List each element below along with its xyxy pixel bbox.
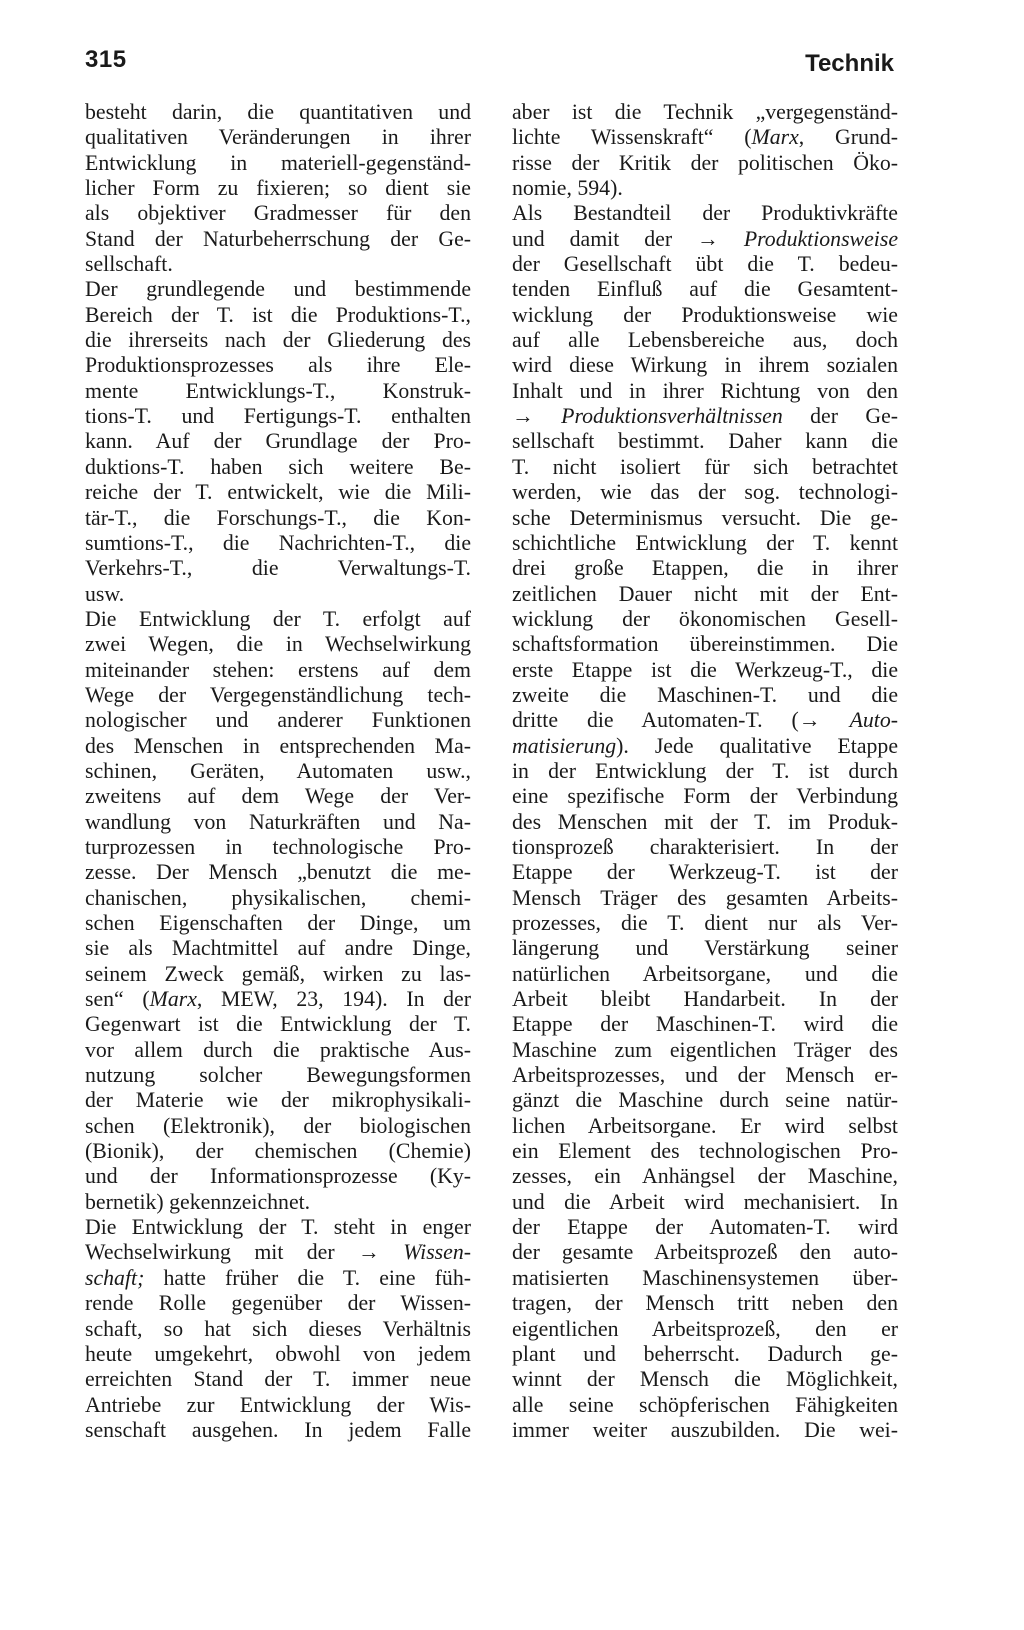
text-line: Als Bestandteil der Produktivkräfte [512,201,898,226]
text-line: mente Entwicklungs-T., Konstruk- [85,378,471,403]
text-line: bernetik) gekennzeichnet. [85,1189,311,1214]
text-line: lichte Wissenskraft“ (Marx, Grund- [512,125,898,150]
text-line: der Gesellschaft übt die T. bedeu- [512,252,898,277]
text-line: licher Form zu fixieren; so dient sie [85,176,471,201]
text-line: der Etappe der Automaten-T. wird [512,1215,898,1240]
text-line: lichen Arbeitsorgane. Er wird selbst [512,1113,898,1138]
text-line: zweitens auf dem Wege der Ver- [85,784,471,809]
text-line: zwei Wegen, die in Wechselwirkung [85,632,471,657]
text-line: risse der Kritik der politischen Öko- [512,150,898,175]
text-line: Verkehrs-T., die Verwaltungs-T. [85,556,471,581]
text-line: chanischen, physikalischen, chemi- [85,885,471,910]
text-line: Arbeit bleibt Handarbeit. In der [512,987,898,1012]
text-line: tär-T., die Forschungs-T., die Kon- [85,505,471,530]
text-line: sellschaft. [85,252,173,277]
text-line: sen“ (Marx, MEW, 23, 194). In der [85,987,471,1012]
text-line: dritte die Automaten-T. (→ Auto- [512,708,898,733]
text-line: werden, wie das der sog. technologi- [512,480,898,505]
text-line: und der Informationsprozesse (Ky- [85,1164,471,1189]
text-line: schichtliche Entwicklung der T. kennt [512,530,898,555]
text-line: ein Element des technologischen Pro- [512,1139,898,1164]
text-line: Etappe der Werkzeug-T. ist der [512,860,898,885]
text-line: zesse. Der Mensch „benutzt die me- [85,860,471,885]
text-line: qualitativen Veränderungen in ihrer [85,125,471,150]
text-line: Maschine zum eigentlichen Träger des [512,1037,898,1062]
text-line: als objektiver Gradmesser für den [85,201,471,226]
text-line: schen Eigenschaften der Dinge, um [85,911,471,935]
text-line: erreichten Stand der T. immer neue [85,1367,471,1392]
text-line: zeitlichen Dauer nicht mit der Ent- [512,581,898,606]
text-line: immer weiter auszubilden. Die wei- [512,1417,898,1442]
text-line: nologischer und anderer Funktionen [85,708,471,733]
text-line: sumtions-T., die Nachrichten-T., die [85,530,471,555]
text-line: in der Entwicklung der T. ist durch [512,758,898,783]
text-line: erste Etappe ist die Werkzeug-T., die [512,657,898,682]
text-line: sellschaft bestimmt. Daher kann die [512,429,898,454]
text-line: rende Rolle gegenüber der Wissen- [85,1291,471,1316]
text-line: zesses, ein Anhängsel der Maschine, [512,1164,898,1189]
text-line: Entwicklung in materiell-gegenständ- [85,150,471,175]
text-line: sie als Machtmittel auf andre Dinge, [85,936,471,961]
text-line: längerung und Verstärkung seiner [512,936,898,961]
text-line: winnt der Mensch die Möglichkeit, [512,1367,898,1392]
text-line: der gesamte Arbeitsprozeß den auto- [512,1240,898,1265]
text-line: heute umgekehrt, obwohl von jedem [85,1341,471,1366]
text-line: und damit der → Produktionsweise [512,226,898,251]
text-line: Gegenwart ist die Entwicklung der T. [85,1012,471,1037]
text-line: Bereich der T. ist die Produktions-T., [85,302,471,327]
text-line: eigentlichen Arbeitsprozeß, den er [512,1316,898,1341]
text-line: sche Determinismus versucht. Die ge- [512,505,898,530]
text-line: Mensch Träger des gesamten Arbeits- [512,885,898,910]
text-line: usw. [85,581,125,606]
text-line: Arbeitsprozesses, und der Mensch er- [512,1063,898,1088]
text-line: prozesses, die T. dient nur als Ver- [512,911,898,935]
page-number: 315 [85,46,127,73]
text-line: Inhalt und in ihrer Richtung von den [512,378,898,403]
text-line: (Bionik), der chemischen (Chemie) [85,1139,471,1164]
text-line: Wechselwirkung mit der → Wissen- [85,1240,471,1265]
text-line: wird diese Wirkung in ihrem sozialen [512,353,898,378]
text-line: besteht darin, die quantitativen und [85,100,471,124]
left-text-column [85,100,471,1443]
text-line: schaft; hatte früher die T. eine füh- [85,1265,471,1290]
text-line: und die Arbeit wird mechanisiert. In [512,1189,898,1214]
text-line: seinem Zweck gemäß, wirken zu las- [85,961,471,986]
text-line: Etappe der Maschinen-T. wird die [512,1012,898,1037]
right-text-column [512,100,898,1443]
text-line: Stand der Naturbeherrschung der Ge- [85,226,471,251]
text-line: T. nicht isoliert für sich betrachtet [512,454,898,479]
text-line: auf alle Lebensbereiche aus, doch [512,328,898,353]
text-line: schen (Elektronik), der biologischen [85,1113,471,1138]
text-line: eine spezifische Form der Verbindung [512,784,898,809]
text-line: senschaft ausgehen. In jedem Falle [85,1417,471,1442]
text-line: reiche der T. entwickelt, wie die Mili- [85,480,471,505]
text-line: wicklung der ökonomischen Gesell- [512,606,898,631]
text-line: alle seine schöpferischen Fähigkeiten [512,1392,898,1417]
text-line: nutzung solcher Bewegungsformen [85,1063,471,1088]
text-line: schinen, Geräten, Automaten usw., [85,758,471,783]
text-line: kann. Auf der Grundlage der Pro- [85,429,471,454]
text-line: des Menschen mit der T. im Produk- [512,809,898,834]
text-line: Der grundlegende und bestimmende [85,277,471,302]
text-line: → Produktionsverhältnissen der Ge- [512,404,898,429]
text-line: Wege der Vergegenständlichung tech- [85,682,471,707]
text-line: schaftsformation übereinstimmen. Die [512,632,898,657]
text-line: plant und beherrscht. Dadurch ge- [512,1341,898,1366]
text-line: natürlichen Arbeitsorgane, und die [512,961,898,986]
text-line: aber ist die Technik „vergegenständ- [512,100,898,124]
text-line: duktions-T. haben sich weitere Be- [85,454,471,479]
text-line: tionsprozeß charakterisiert. In der [512,834,898,859]
text-line: zweite die Maschinen-T. und die [512,682,898,707]
text-line: des Menschen in entsprechenden Ma- [85,733,471,758]
text-line: miteinander stehen: erstens auf dem [85,657,471,682]
text-line: tions-T. und Fertigungs-T. enthalten [85,404,471,429]
running-head: Technik [805,50,894,77]
text-line: turprozessen in technologische Pro- [85,834,471,859]
text-line: wandlung von Naturkräften und Na- [85,809,471,834]
text-line: tenden Einfluß auf die Gesamtent- [512,277,898,302]
text-line: die ihrerseits nach der Gliederung des [85,328,471,353]
text-line: Produktionsprozesses als ihre Ele- [85,353,471,378]
text-line: tragen, der Mensch tritt neben den [512,1291,898,1316]
text-line: Die Entwicklung der T. erfolgt auf [85,606,471,631]
text-line: drei große Etappen, die in ihrer [512,556,898,581]
text-line: matisierung). Jede qualitative Etappe [512,733,898,758]
text-line: schaft, so hat sich dieses Verhältnis [85,1316,471,1341]
text-line: der Materie wie der mikrophysikali- [85,1088,471,1113]
text-line: Die Entwicklung der T. steht in enger [85,1215,471,1240]
text-line: gänzt die Maschine durch seine natür- [512,1088,898,1113]
text-line: nomie, 594). [512,176,623,201]
text-line: matisierten Maschinensystemen über- [512,1265,898,1290]
text-line: vor allem durch die praktische Aus- [85,1037,471,1062]
text-line: wicklung der Produktionsweise wie [512,302,898,327]
text-line: Antriebe zur Entwicklung der Wis- [85,1392,471,1417]
